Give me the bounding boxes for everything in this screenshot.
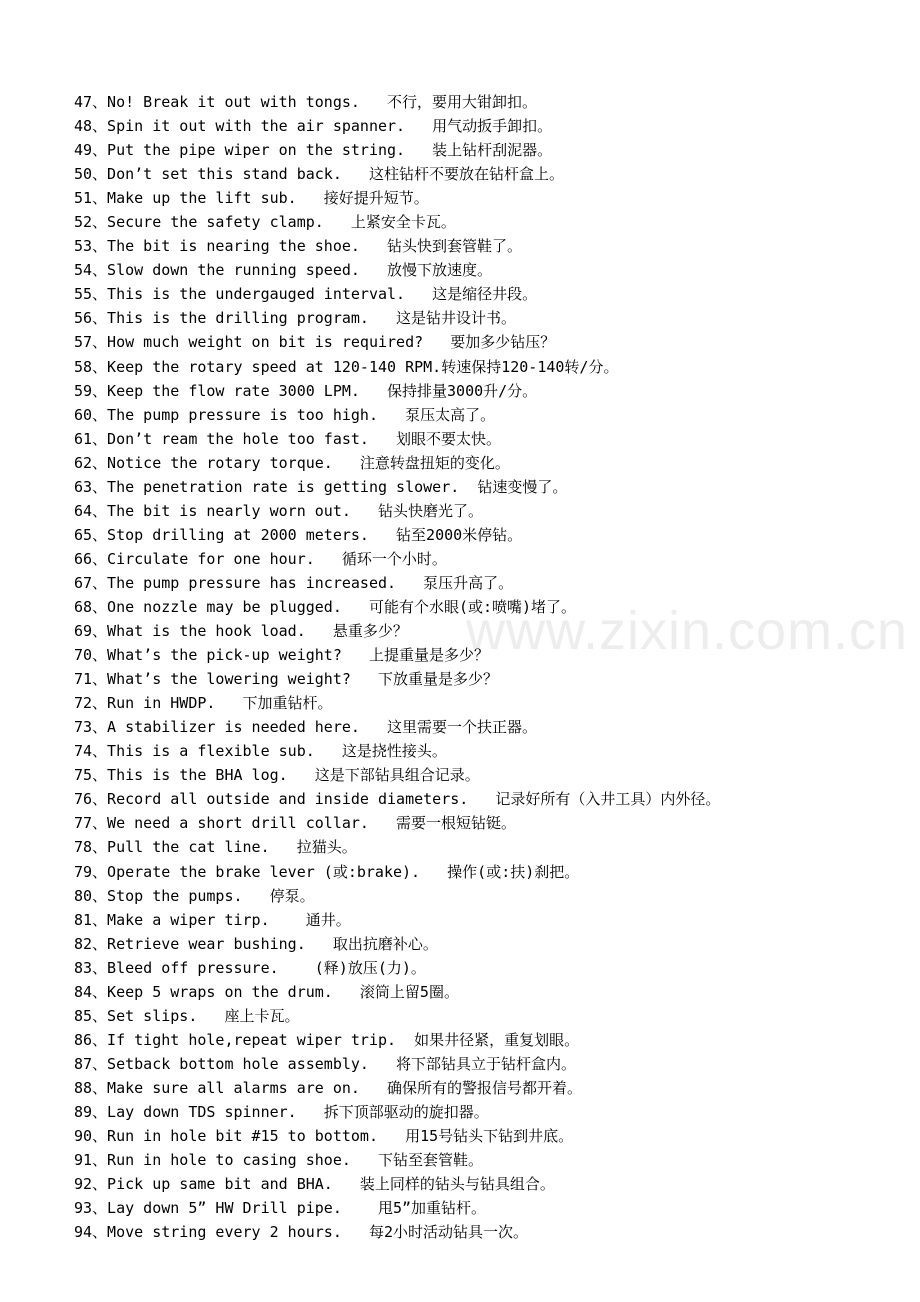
- phrase-list: [74, 90, 720, 1244]
- phrase-line: 62、Notice the rotary torque. 注意转盘扭矩的变化。: [74, 453, 510, 472]
- phrase-line: 55、This is the undergauged interval. 这是缩径井段。: [74, 285, 538, 304]
- phrase-line: 85、Set slips. 座上卡瓦。: [74, 1006, 300, 1025]
- phrase-line: 77、We need a short drill collar. 需要一根短钻铤。: [74, 814, 517, 833]
- phrase-line: 89、Lay down TDS spinner. 拆下顶部驱动的旋扣器。: [74, 1102, 489, 1121]
- phrase-line: 81、Make a wiper tirp. 通井。: [74, 910, 351, 929]
- phrase-line: 79、Operate the brake lever (或:brake). 操作(或:扶)刹把。: [74, 862, 580, 881]
- phrase-line: 51、Make up the lift sub. 接好提升短节。: [74, 189, 429, 208]
- phrase-line: 80、Stop the pumps. 停泵。: [74, 886, 315, 905]
- phrase-line: 69、What is the hook load. 悬重多少？: [74, 622, 408, 641]
- phrase-line: 94、Move string every 2 hours. 每2小时活动钻具一次。: [74, 1223, 528, 1242]
- phrase-line: 86、If tight hole,repeat wiper trip. 如果井径紧，重复划眼。: [74, 1030, 580, 1049]
- watermark: www.zixin.com.cn: [466, 601, 909, 661]
- phrase-line: 53、The bit is nearing the shoe. 钻头快到套管鞋了。: [74, 237, 523, 256]
- phrase-line: 49、Put the pipe wiper on the string. 装上钻杆刮泥器。: [74, 141, 553, 160]
- phrase-line: 47、No! Break it out with tongs. 不行，要用大钳卸扣。: [74, 93, 538, 111]
- phrase-line: 67、The pump pressure has increased. 泵压升高了。: [74, 573, 514, 592]
- phrase-line: 68、One nozzle may be plugged. 可能有个水眼(或:喷嘴)堵了。: [74, 597, 577, 616]
- phrase-line: 70、What’s the pick-up weight? 上提重量是多少？: [74, 646, 489, 665]
- phrase-line: 65、Stop drilling at 2000 meters. 钻至2000米停钻。: [74, 525, 523, 544]
- phrase-line: 56、This is the drilling program. 这是钻井设计书。: [74, 309, 517, 328]
- phrase-line: 48、Spin it out with the air spanner. 用气动扳手卸扣。: [74, 117, 553, 136]
- phrase-line: 61、Don’t ream the hole too fast. 划眼不要太快。: [74, 429, 502, 448]
- phrase-line: 60、The pump pressure is too high. 泵压太高了。: [74, 405, 496, 424]
- phrase-line: 54、Slow down the running speed. 放慢下放速度。: [74, 261, 493, 280]
- phrase-line: 66、Circulate for one hour. 循环一个小时。: [74, 549, 447, 568]
- phrase-line: 50、Don’t set this stand back. 这柱钻杆不要放在钻杆盒上。: [74, 165, 564, 184]
- phrase-line: 88、Make sure all alarms are on. 确保所有的警报信号都开着。: [74, 1078, 583, 1097]
- phrase-line: 87、Setback bottom hole assembly. 将下部钻具立于钻杆盒内。: [74, 1054, 577, 1073]
- phrase-line: 75、This is the BHA log. 这是下部钻具组合记录。: [74, 766, 480, 785]
- phrase-line: 78、Pull the cat line. 拉猫头。: [74, 838, 357, 857]
- phrase-line: 58、Keep the rotary speed at 120-140 RPM.转速保持120-140转/分。: [74, 357, 619, 376]
- phrase-line: 83、Bleed off pressure. (释)放压(力)。: [74, 958, 426, 977]
- phrase-line: 76、Record all outside and inside diameters. 记录好所有（入井工具）内外径。: [74, 790, 721, 809]
- phrase-line: 72、Run in HWDP. 下加重钻杆。: [74, 694, 333, 713]
- phrase-line: 91、Run in hole to casing shoe. 下钻至套管鞋。: [74, 1151, 483, 1170]
- phrase-line: 74、This is a flexible sub. 这是挠性接头。: [74, 742, 447, 761]
- phrase-line: 90、Run in hole bit #15 to bottom. 用15号钻头下钻到井底。: [74, 1127, 574, 1146]
- phrase-line: 64、The bit is nearly worn out. 钻头快磨光了。: [74, 501, 483, 520]
- phrase-line: 92、Pick up same bit and BHA. 装上同样的钻头与钻具组合。: [74, 1175, 555, 1194]
- phrase-line: 71、What’s the lowering weight? 下放重量是多少？: [74, 670, 498, 689]
- phrase-line: 82、Retrieve wear bushing. 取出抗磨补心。: [74, 934, 438, 953]
- phrase-line: 84、Keep 5 wraps on the drum. 滚筒上留5圈。: [74, 982, 459, 1001]
- phrase-line: 59、Keep the flow rate 3000 LPM. 保持排量3000升/分。: [74, 381, 538, 400]
- phrase-line: 93、Lay down 5” HW Drill pipe. 甩5”加重钻杆。: [74, 1199, 487, 1218]
- phrase-line: 63、The penetration rate is getting slower. 钻速变慢了。: [74, 477, 568, 496]
- phrase-line: 73、A stabilizer is needed here. 这里需要一个扶正器。: [74, 718, 538, 737]
- phrase-line: 57、How much weight on bit is required? 要加多少钻压？: [74, 333, 556, 352]
- phrase-line: 52、Secure the safety clamp. 上紧安全卡瓦。: [74, 213, 456, 232]
